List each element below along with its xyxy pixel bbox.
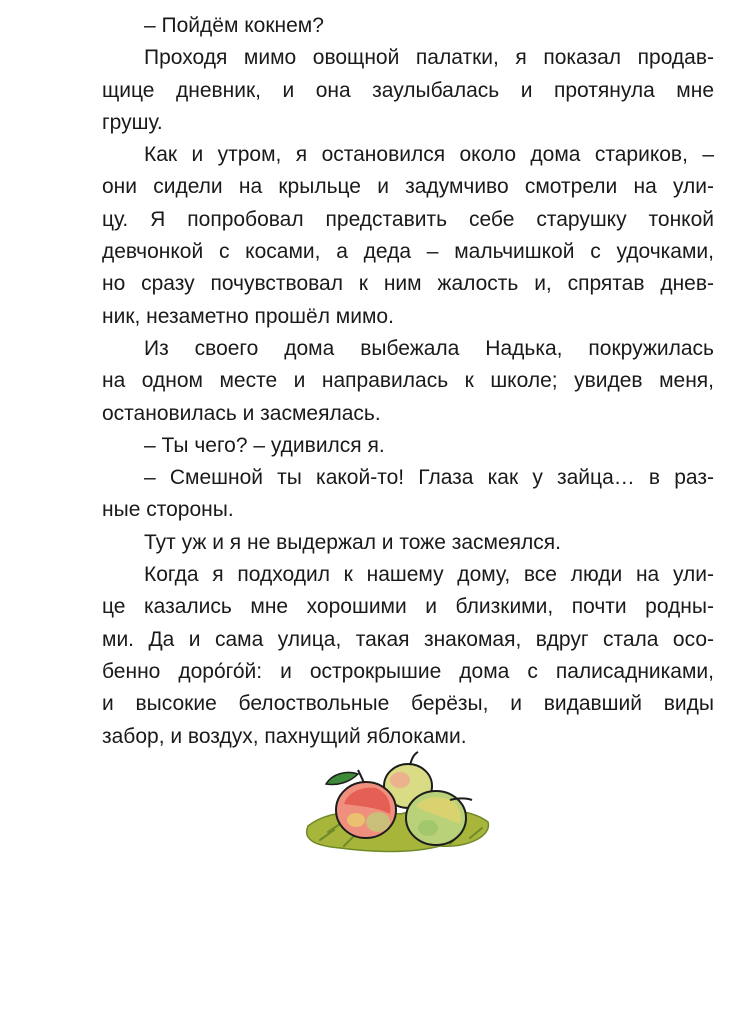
text-line: но сразу почувствовал к ним жалость и, спрятав днев- [102,272,714,296]
text-line: Проходя мимо овощной палатки, я показал продав- [144,46,714,70]
text-line: они сидели на крыльце и задумчиво смотрели на ули- [102,175,714,199]
paragraph [102,10,714,42]
text-line: – Ты чего? – удивился я. [144,433,385,457]
text-line: ные стороны. [102,498,234,522]
text-line: ник, незаметно прошёл мимо. [102,304,394,328]
paragraph [102,42,714,139]
text-line: Когда я подходил к нашему дому, все люди на ули- [144,563,714,587]
story-text [102,10,714,753]
text-line: остановилась и засмеялась. [102,401,381,425]
text-line: – Пойдём кокнем? [144,14,324,37]
paragraph [102,430,714,462]
text-line: це казались мне хорошими и близкими, почти родны- [102,595,714,619]
text-line: – Смешной ты какой-то! Глаза как у зайца… в раз- [144,466,714,490]
text-line: на одном месте и направилась к школе; увидев меня, [102,369,714,393]
paragraph [102,139,714,333]
paragraph [102,559,714,753]
text-line: Из своего дома выбежала Надька, покружилась [144,336,714,360]
text-line: ми. Да и сама улица, такая знакомая, вдруг стала осо- [102,627,714,651]
paragraph [102,527,714,559]
text-line: забор, и воздух, пахнущий яблоками. [102,724,467,748]
text-line: цу. Я попробовал представить себе старушку тонкой [102,207,714,231]
text-line: бенно доро́го́й: и острокрышие дома с палисадниками, [102,659,714,683]
text-line: щице дневник, и она заулыбалась и протянула мне [102,78,714,102]
text-line: грушу. [102,110,163,134]
paragraph [102,333,714,430]
paragraph [102,462,714,527]
text-line: Как и утром, я остановился около дома стариков, – [144,143,714,167]
text-line: и высокие белоствольные берёзы, и видавший виды [102,692,714,716]
text-line: девчонкой с косами, а деда – мальчишкой с удочками, [102,240,714,264]
text-line: Тут уж и я не выдержал и тоже засмеялся. [144,530,561,554]
apples-illustration [300,748,496,860]
